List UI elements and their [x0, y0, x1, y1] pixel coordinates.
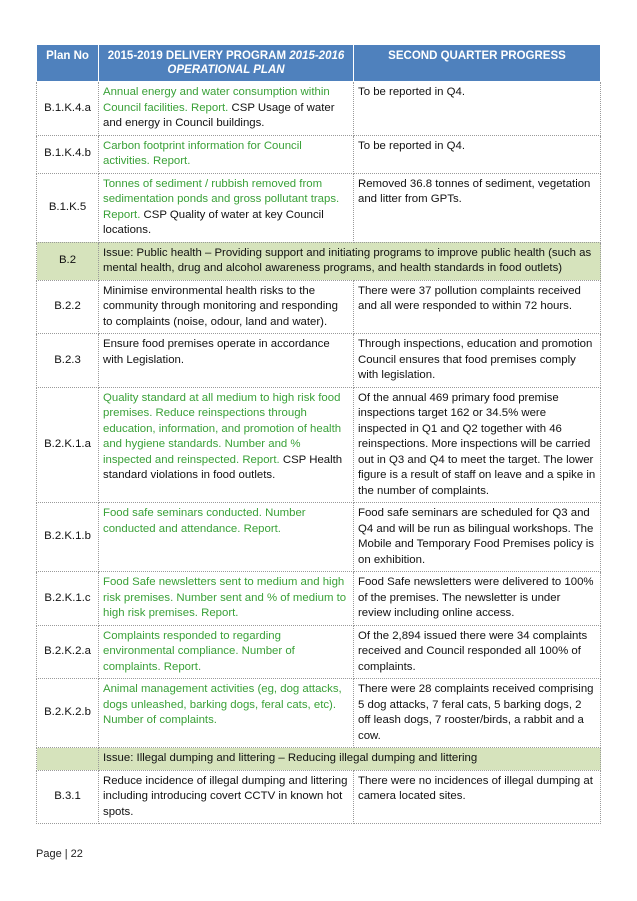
issue-text: Issue: Public health – Providing support and initiating programs to improve public health (such as mental health, drug and alcohol awareness programs, and health standards in food outlets): [99, 242, 601, 280]
program-cell: [99, 173, 354, 242]
table-row: [37, 770, 601, 824]
table-row: [37, 625, 601, 679]
csp-text: Minimise environmental health risks to the community through monitoring and responding to complaints (noise, odour, land and water).: [103, 284, 338, 328]
program-cell: [99, 280, 354, 334]
table-row: [37, 135, 601, 173]
plan-code: B.2.K.1.b: [37, 503, 99, 572]
issue-text: Issue: Illegal dumping and littering – Reducing illegal dumping and littering: [99, 748, 601, 771]
progress-cell: Of the annual 469 primary food premise inspections target 162 or 34.5% were inspected in Q1 and Q2 together with 46 reinspections. More inspections will be carried out in Q3 and Q4 to meet the target. The lower figure is a result of staff on leave and a spike in the number of complaints.: [354, 387, 601, 503]
plan-code: B.2.2: [37, 280, 99, 334]
plan-code: B.2.K.2.a: [37, 625, 99, 679]
header-delivery-main: 2015-2019 DELIVERY PROGRAM: [107, 50, 287, 62]
progress-cell: Through inspections, education and promotion Council ensures that food premises comply with legislation.: [354, 334, 601, 388]
kpi-text: Food Safe newsletters sent to medium and high risk premises. Number sent and % of medium to high risk premises. Report.: [103, 576, 347, 619]
plan-code: B.2.K.1.c: [37, 572, 99, 626]
kpi-text: Food safe seminars conducted. Number conducted and attendance. Report.: [103, 507, 306, 535]
kpi-text: Carbon footprint information for Council activities. Report.: [103, 139, 302, 167]
kpi-text: Tonnes of sediment / rubbish removed from sedimentation ponds and gross pollutant traps. Report.: [103, 177, 340, 221]
kpi-text: Complaints responded to regarding environmental compliance. Number of complaints. Report.: [103, 629, 295, 673]
program-cell: [99, 387, 354, 503]
progress-cell: To be reported in Q4.: [354, 82, 601, 136]
table-row: [37, 572, 601, 626]
header-progress: SECOND QUARTER PROGRESS: [354, 45, 601, 82]
program-cell: [99, 135, 354, 173]
plan-code: B.1.K.4.b: [37, 135, 99, 173]
progress-cell: Food Safe newsletters were delivered to 100% of the premises. The newsletter is under review including online access.: [354, 572, 601, 626]
plan-code: B.3.1: [37, 770, 99, 824]
table-row: [37, 679, 601, 748]
progress-cell: Food safe seminars are scheduled for Q3 and Q4 and will be run as bilingual workshops. The Mobile and Temporary Food Premises policy is on exhibition.: [354, 503, 601, 572]
table-row: [37, 82, 601, 136]
table-row: [37, 334, 601, 388]
program-cell: [99, 679, 354, 748]
kpi-text: Animal management activities (eg, dog attacks, dogs unleashed, barking dogs, feral cats, etc). Number of complaints.: [103, 683, 342, 726]
header-plan-no: Plan No: [37, 45, 99, 82]
csp-text: CSP Usage of water and energy in Council buildings.: [103, 101, 335, 129]
header-operational-plan: OPERATIONAL PLAN: [167, 64, 285, 76]
plan-code: B.2.3: [37, 334, 99, 388]
program-cell: [99, 770, 354, 824]
page-number: Page | 22: [36, 848, 83, 860]
table-row: [37, 173, 601, 242]
plan-code: [37, 748, 99, 771]
plan-code: B.1.K.4.a: [37, 82, 99, 136]
progress-cell: Removed 36.8 tonnes of sediment, vegetation and litter from GPTs.: [354, 173, 601, 242]
plan-code: B.2: [37, 242, 99, 280]
plan-code: B.2.K.1.a: [37, 387, 99, 503]
table-header-row: [37, 45, 601, 82]
progress-cell: Of the 2,894 issued there were 34 complaints received and Council responded all 100% of complaints.: [354, 625, 601, 679]
table-row: [37, 280, 601, 334]
csp-text: Ensure food premises operate in accordance with Legislation.: [103, 338, 330, 366]
program-cell: [99, 625, 354, 679]
document-page: [36, 44, 600, 824]
progress-cell: There were 28 complaints received comprising 5 dog attacks, 7 feral cats, 5 barking dogs, 2 off leash dogs, 7 rooster/birds, a rabbit and a cow.: [354, 679, 601, 748]
csp-text: CSP Quality of water at key Council locations.: [103, 208, 324, 236]
table-row: [37, 503, 601, 572]
issue-row: [37, 748, 601, 771]
program-cell: [99, 82, 354, 136]
delivery-program-table: [36, 44, 601, 824]
plan-code: B.2.K.2.b: [37, 679, 99, 748]
progress-cell: There were no incidences of illegal dumping at camera located sites.: [354, 770, 601, 824]
issue-row: [37, 242, 601, 280]
program-cell: [99, 572, 354, 626]
progress-cell: There were 37 pollution complaints received and all were responded to within 72 hours.: [354, 280, 601, 334]
header-delivery-program: [99, 45, 354, 82]
header-delivery-year: 2015-2016: [289, 50, 345, 62]
program-cell: [99, 334, 354, 388]
csp-text: Reduce incidence of illegal dumping and littering including introducing covert CCTV in known hot spots.: [103, 774, 348, 818]
kpi-text: Annual energy and water consumption within Council facilities. Report.: [103, 86, 330, 114]
plan-code: B.1.K.5: [37, 173, 99, 242]
progress-cell: To be reported in Q4.: [354, 135, 601, 173]
table-row: [37, 387, 601, 503]
csp-text: CSP Health standard violations in food outlets.: [103, 453, 343, 481]
program-cell: [99, 503, 354, 572]
kpi-text: Quality standard at all medium to high risk food premises. Reduce reinspections through education, information, and promotion of health and hygiene standards. Number and % inspected and reinspected. Report.: [103, 391, 342, 466]
